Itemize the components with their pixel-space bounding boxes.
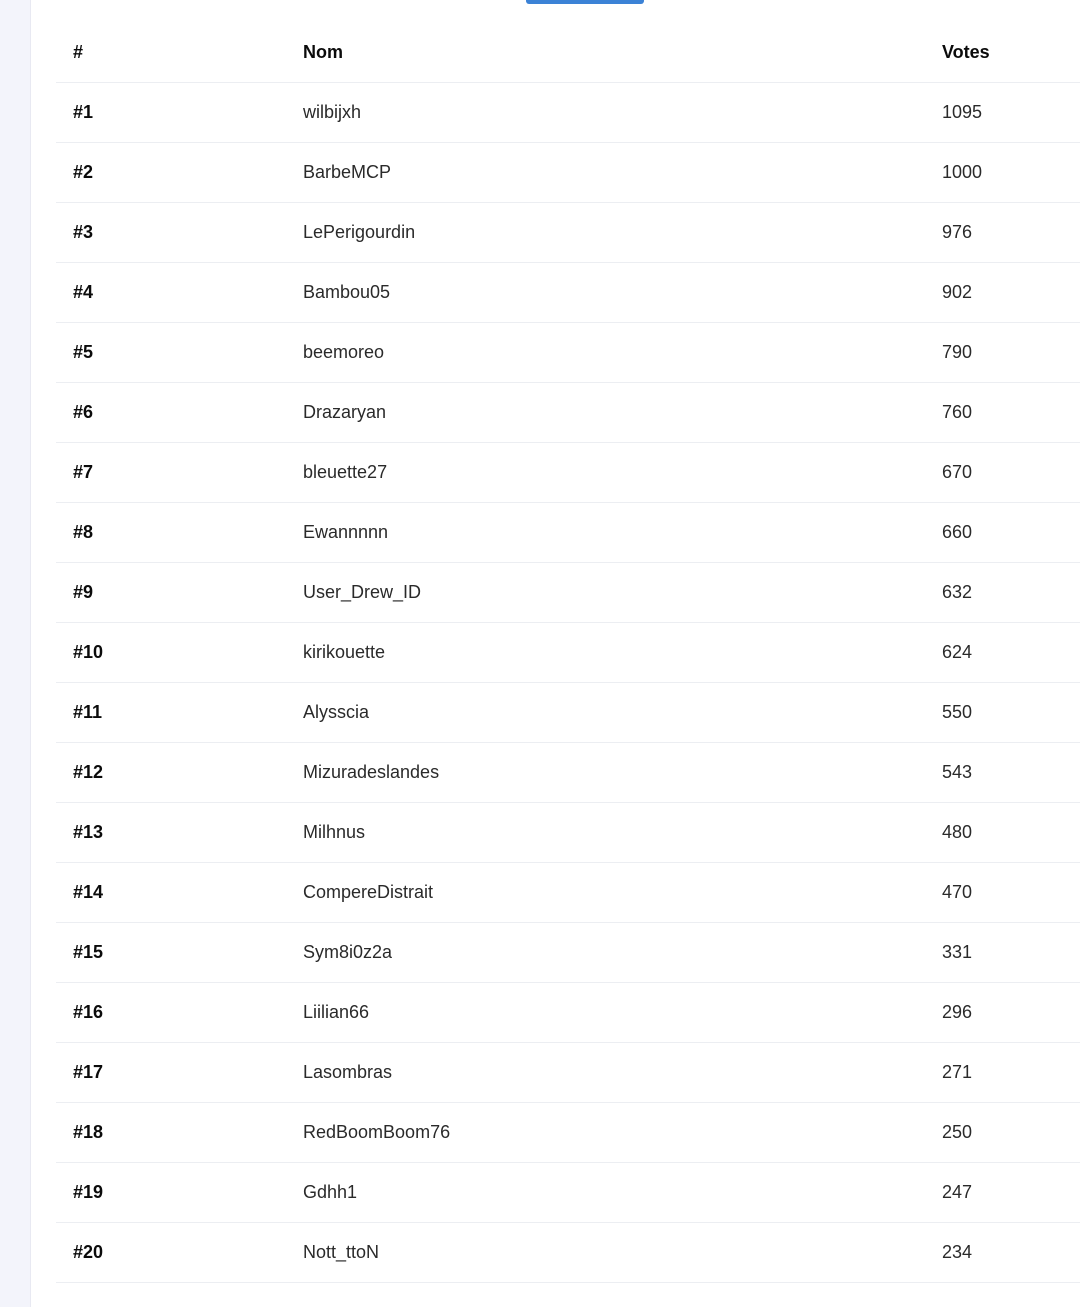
rank-cell: #17 (56, 1043, 303, 1103)
votes-cell: 234 (942, 1223, 1080, 1283)
name-cell: wilbijxh (303, 83, 942, 143)
rank-cell: #10 (56, 623, 303, 683)
votes-cell: 632 (942, 563, 1080, 623)
table-row (56, 83, 1080, 143)
ranking-panel (31, 0, 1080, 1307)
table-row (56, 503, 1080, 563)
table-row (56, 143, 1080, 203)
votes-cell: 790 (942, 323, 1080, 383)
votes-cell: 480 (942, 803, 1080, 863)
votes-cell: 976 (942, 203, 1080, 263)
rank-cell: #15 (56, 923, 303, 983)
name-cell: Liilian66 (303, 983, 942, 1043)
votes-cell: 1000 (942, 143, 1080, 203)
votes-cell: 331 (942, 923, 1080, 983)
rank-cell: #19 (56, 1163, 303, 1223)
name-cell: Lasombras (303, 1043, 942, 1103)
rank-cell: #9 (56, 563, 303, 623)
table-row (56, 263, 1080, 323)
table-row (56, 203, 1080, 263)
votes-cell: 470 (942, 863, 1080, 923)
table-row (56, 1223, 1080, 1283)
rank-cell: #1 (56, 83, 303, 143)
table-row (56, 683, 1080, 743)
name-cell: Drazaryan (303, 383, 942, 443)
table-row (56, 983, 1080, 1043)
table-row (56, 1163, 1080, 1223)
rank-cell: #3 (56, 203, 303, 263)
column-header-rank: # (56, 23, 303, 83)
name-cell: Milhnus (303, 803, 942, 863)
rank-cell: #16 (56, 983, 303, 1043)
votes-cell: 670 (942, 443, 1080, 503)
votes-cell: 624 (942, 623, 1080, 683)
table-header-row (56, 23, 1080, 83)
ranking-table (56, 23, 1080, 1283)
table-row (56, 323, 1080, 383)
rank-cell: #7 (56, 443, 303, 503)
name-cell: BarbeMCP (303, 143, 942, 203)
column-header-name: Nom (303, 23, 942, 83)
rank-cell: #4 (56, 263, 303, 323)
rank-cell: #11 (56, 683, 303, 743)
name-cell: Bambou05 (303, 263, 942, 323)
votes-cell: 550 (942, 683, 1080, 743)
votes-cell: 247 (942, 1163, 1080, 1223)
rank-cell: #20 (56, 1223, 303, 1283)
name-cell: Mizuradeslandes (303, 743, 942, 803)
name-cell: Gdhh1 (303, 1163, 942, 1223)
table-row (56, 1043, 1080, 1103)
votes-cell: 760 (942, 383, 1080, 443)
name-cell: CompereDistrait (303, 863, 942, 923)
left-sidebar-edge (0, 0, 31, 1307)
votes-cell: 660 (942, 503, 1080, 563)
rank-cell: #18 (56, 1103, 303, 1163)
name-cell: beemoreo (303, 323, 942, 383)
votes-cell: 250 (942, 1103, 1080, 1163)
votes-cell: 1095 (942, 83, 1080, 143)
votes-cell: 271 (942, 1043, 1080, 1103)
table-row (56, 1103, 1080, 1163)
name-cell: User_Drew_ID (303, 563, 942, 623)
rank-cell: #2 (56, 143, 303, 203)
table-row (56, 443, 1080, 503)
name-cell: kirikouette (303, 623, 942, 683)
table-row (56, 563, 1080, 623)
table-row (56, 623, 1080, 683)
name-cell: bleuette27 (303, 443, 942, 503)
name-cell: Nott_ttoN (303, 1223, 942, 1283)
column-header-votes: Votes (942, 23, 1080, 83)
name-cell: Sym8i0z2a (303, 923, 942, 983)
rank-cell: #13 (56, 803, 303, 863)
active-tab-indicator (526, 0, 644, 4)
table-row (56, 863, 1080, 923)
votes-cell: 543 (942, 743, 1080, 803)
table-row (56, 803, 1080, 863)
table-row (56, 743, 1080, 803)
name-cell: LePerigourdin (303, 203, 942, 263)
name-cell: RedBoomBoom76 (303, 1103, 942, 1163)
votes-cell: 296 (942, 983, 1080, 1043)
rank-cell: #8 (56, 503, 303, 563)
votes-cell: 902 (942, 263, 1080, 323)
table-row (56, 383, 1080, 443)
name-cell: Ewannnnn (303, 503, 942, 563)
rank-cell: #14 (56, 863, 303, 923)
table-row (56, 923, 1080, 983)
name-cell: Alysscia (303, 683, 942, 743)
rank-cell: #12 (56, 743, 303, 803)
rank-cell: #5 (56, 323, 303, 383)
rank-cell: #6 (56, 383, 303, 443)
